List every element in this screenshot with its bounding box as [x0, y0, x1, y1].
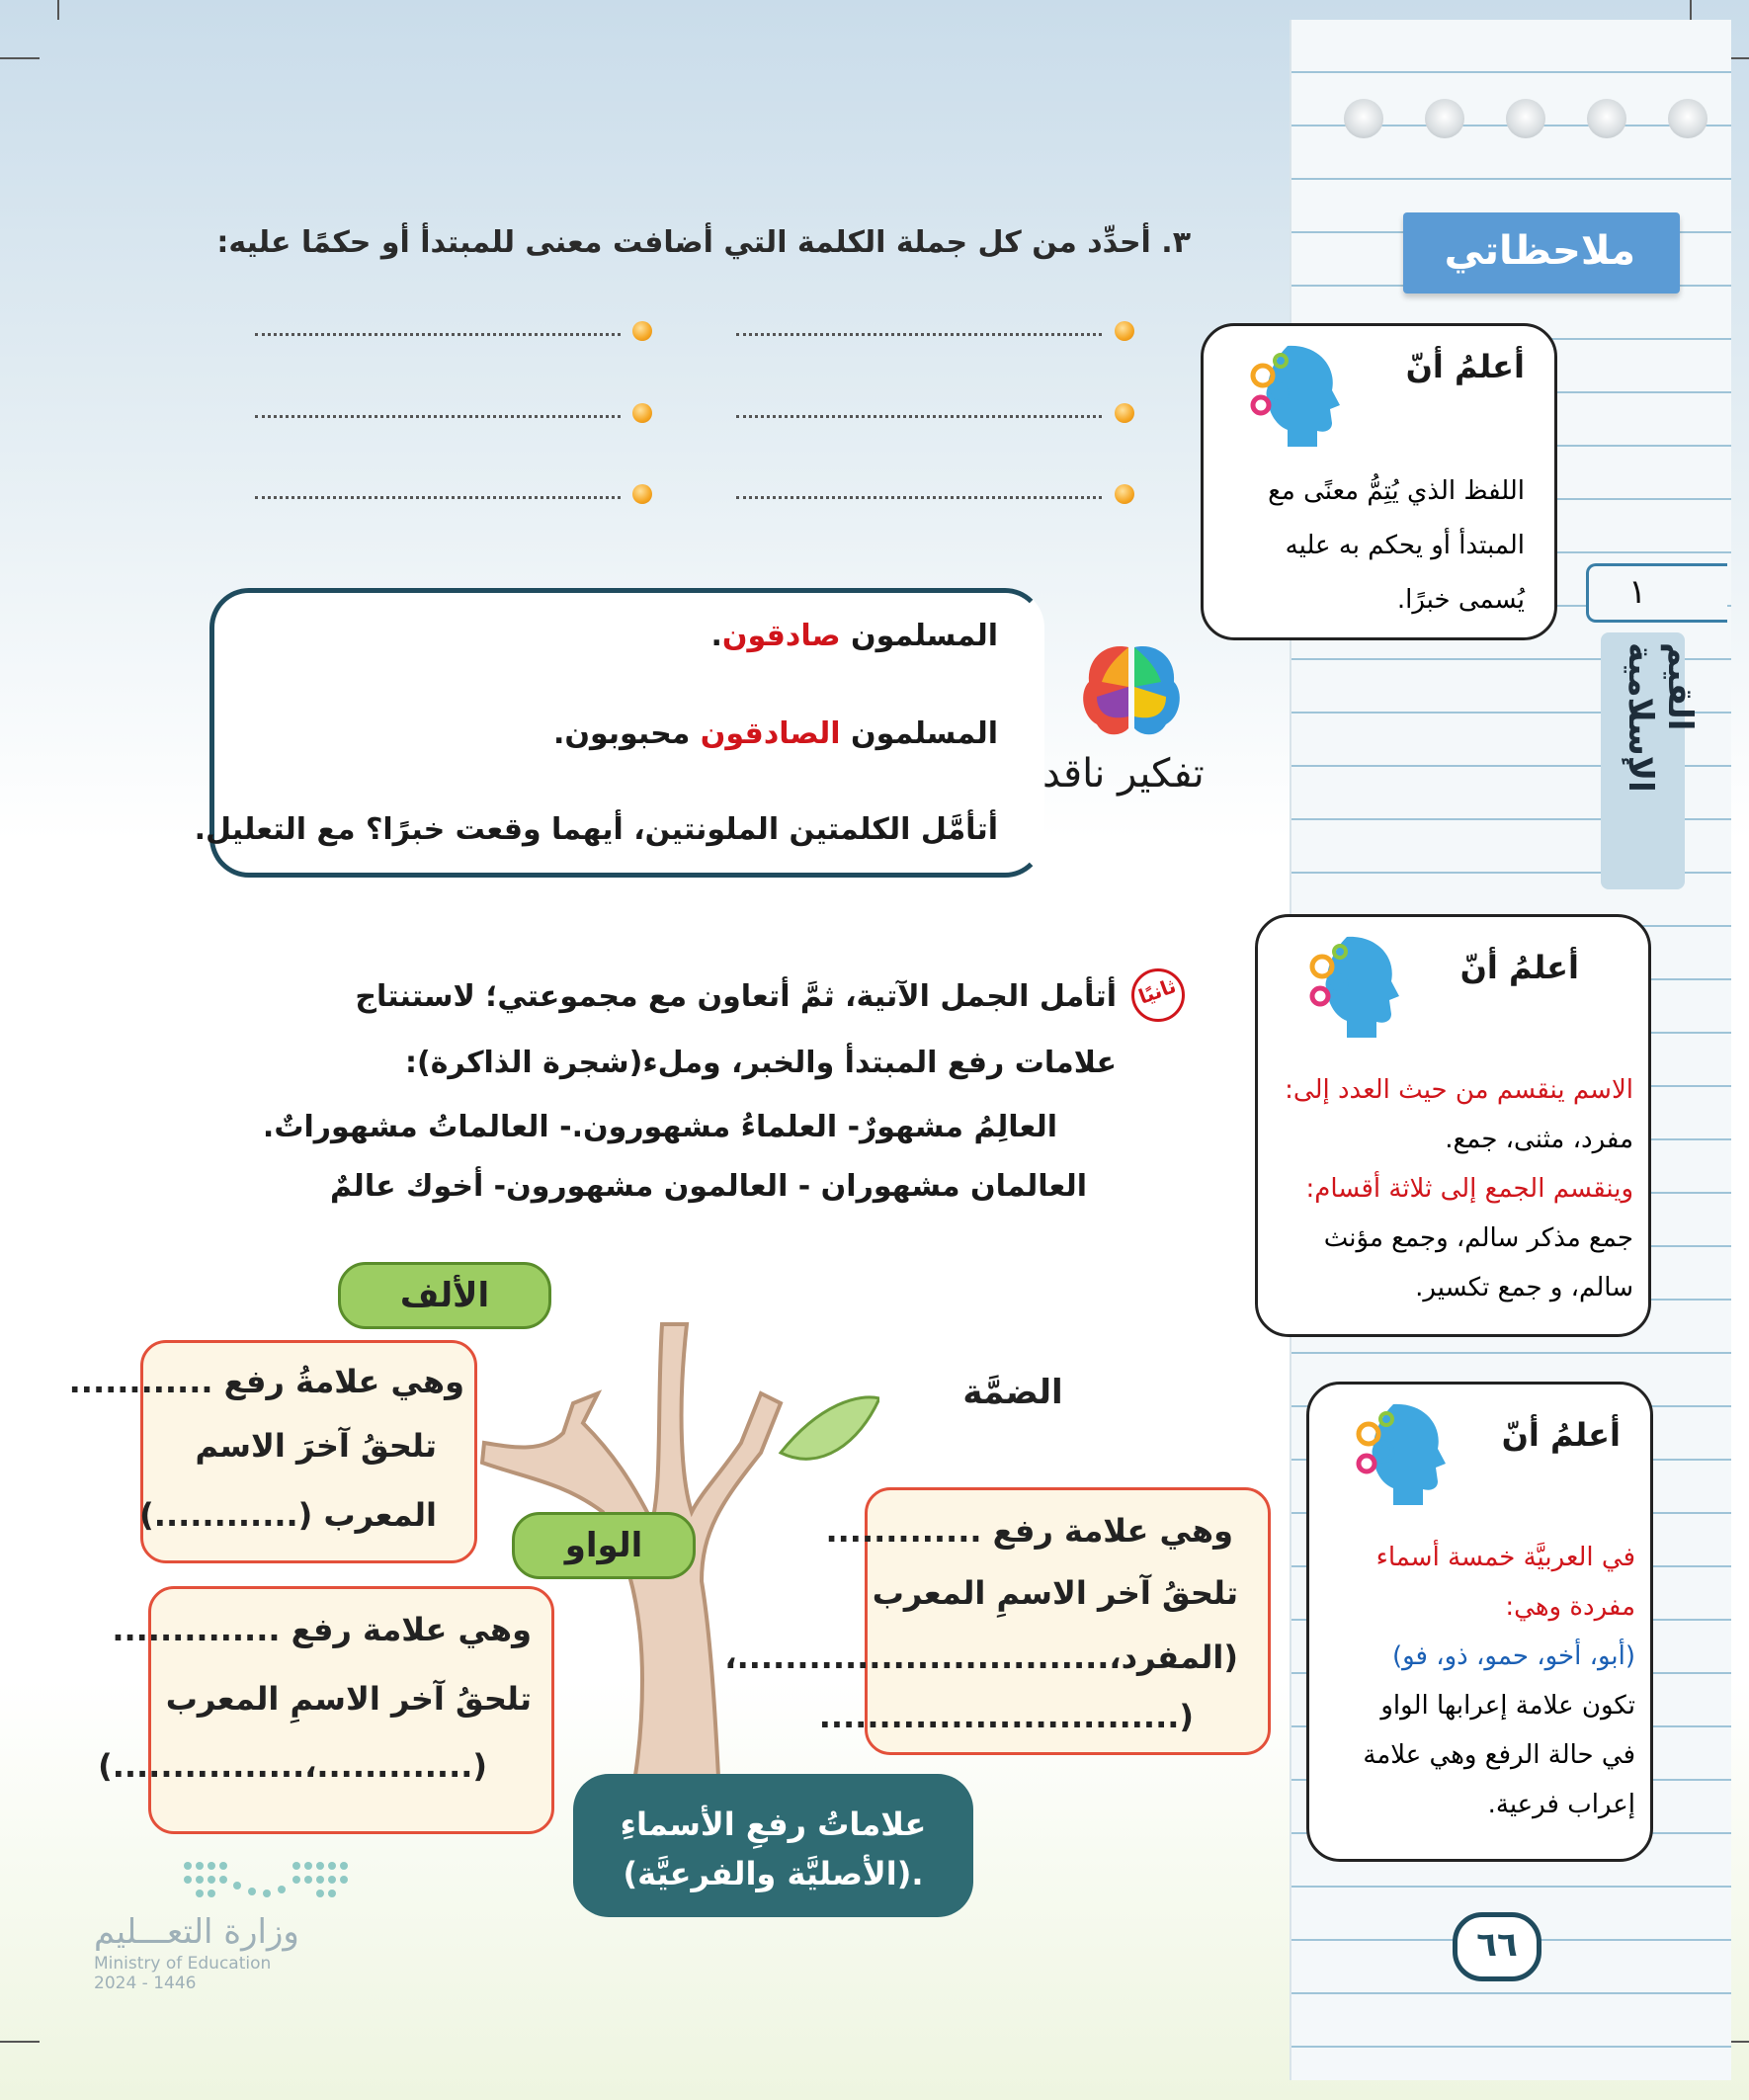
- know-text: [1319, 1533, 1635, 1829]
- page-number: ٦٦: [1476, 1925, 1518, 1965]
- binder-ring: [1506, 99, 1545, 138]
- fill-line: (المفرد،...............................،: [724, 1638, 1238, 1676]
- know-line: جمع مذكر سالم، وجمع مؤنث: [1323, 1223, 1633, 1253]
- fill-line: المعرب (............): [139, 1496, 437, 1534]
- alif-label: الألف: [338, 1262, 551, 1329]
- lesson-number-tab: [1586, 563, 1727, 623]
- unit-title: القيم الإسلامية: [1621, 642, 1700, 793]
- know-line: سالم، و جمع تكسير.: [1415, 1273, 1633, 1302]
- know-title: أعلمُ أنّ: [1501, 1416, 1621, 1454]
- unit-tab: [1601, 632, 1700, 889]
- answer-blank[interactable]: [736, 496, 1102, 499]
- think-sentence-2: [553, 716, 998, 751]
- know-box-3: [1306, 1382, 1653, 1862]
- colored-word: صادقون: [721, 619, 841, 653]
- critical-thinking-label: تفكير ناقد: [1042, 751, 1205, 797]
- know-line: وينقسم الجمع إلى ثلاثة أقسام:: [1305, 1174, 1633, 1204]
- bullet-icon: [1115, 403, 1134, 423]
- ministry-arabic: وزارة التعـــليم: [94, 1912, 299, 1952]
- know-line: في حالة الرفع وهي علامة: [1363, 1740, 1635, 1770]
- answer-blank[interactable]: [255, 333, 621, 336]
- waw-fill-box: [98, 1586, 554, 1834]
- think-sentence-1: [710, 619, 998, 653]
- example-sentences-1: العالِمُ مشهورٌ- العلماءُ مشهورون.- العالماتُ مشهوراتٌ.: [262, 1110, 1057, 1144]
- know-line: الاسم ينقسم من حيث العدد إلى:: [1285, 1075, 1633, 1105]
- brain-icon: [1077, 637, 1186, 746]
- know-line: في العربيَّة خمسة أسماء: [1375, 1543, 1635, 1572]
- fill-line: تلحقُ آخرَ الاسم: [195, 1427, 437, 1465]
- damma-fill-box: [724, 1487, 1271, 1755]
- alif-fill-box: [68, 1340, 477, 1563]
- know-box-1: [1201, 323, 1557, 640]
- head-gears-icon: [1339, 1394, 1458, 1513]
- crop-mark: [1690, 0, 1692, 20]
- fill-line: وهي علامة رفع .............: [825, 1512, 1233, 1550]
- know-line: (أبو، أخو، حمو، ذو، فو): [1391, 1641, 1635, 1671]
- know-title: أعلمُ أنّ: [1405, 348, 1525, 385]
- crop-mark: [0, 2041, 40, 2043]
- binder-ring: [1587, 99, 1626, 138]
- know-line: تكون علامة إعرابها الواو: [1380, 1691, 1635, 1721]
- binder-ring: [1668, 99, 1707, 138]
- bullet-icon: [632, 484, 652, 504]
- know-line: يُسمى خبرًا.: [1396, 585, 1525, 615]
- bullet-icon: [1115, 321, 1134, 341]
- sentence-text: المسلمون: [840, 716, 998, 751]
- crop-mark: [57, 0, 59, 20]
- fill-line: (.............،................): [98, 1747, 487, 1785]
- section2-instruction: أتأمل الجمل الآتية، ثمَّ أتعاون مع مجموعتي؛ لاستنتاج علامات رفع المبتدأ والخبر، وملء(شجرة الذاكرة):: [355, 979, 1117, 1080]
- fill-line: وهي علامة رفع ..............: [112, 1611, 532, 1648]
- know-text: [1228, 464, 1525, 628]
- think-question: أتأمَّل الكلمتين الملونتين، أيهما وقعت خبرًا؟ مع التعليل.: [194, 812, 998, 847]
- fill-line: تلحقُ آخر الاسمِ المعرب: [872, 1574, 1238, 1612]
- question-3: ٣. أحدِّد من كل جملة الكلمة التي أضافت معنى للمبتدأ أو حكمًا عليه:: [216, 225, 1191, 260]
- page-number-badge: [1453, 1912, 1541, 1981]
- fill-line: (..............................: [818, 1698, 1194, 1735]
- lesson-number: ١: [1628, 572, 1647, 612]
- fill-line: تلحقُ آخر الاسمِ المعرب: [165, 1680, 532, 1718]
- answer-blank[interactable]: [255, 415, 621, 418]
- ministry-english: Ministry of Education: [94, 1954, 272, 1974]
- damma-label: الضمَّة: [962, 1373, 1063, 1412]
- sentence-text: المسلمون: [840, 619, 998, 653]
- sentence-text: .: [710, 619, 722, 653]
- root-subtitle: (الأصليَّة والفرعيَّة).: [623, 1855, 924, 1892]
- section-badge: [1131, 968, 1185, 1022]
- notes-tab: [1403, 212, 1680, 294]
- know-line: المبتدأ أو يحكم به عليه: [1285, 531, 1525, 560]
- notes-title: ملاحظاتي: [1444, 228, 1635, 274]
- ministry-year: 2024 - 1446: [94, 1974, 197, 1993]
- answer-blank[interactable]: [255, 496, 621, 499]
- know-line: إعراب فرعية.: [1487, 1790, 1635, 1819]
- know-line: مفردة وهي:: [1505, 1592, 1635, 1622]
- ministry-logo-icon: [178, 1856, 356, 1905]
- sentence-text: محبوبون.: [552, 716, 701, 751]
- bullet-icon: [1115, 484, 1134, 504]
- know-title: أعلمُ أنّ: [1459, 949, 1579, 986]
- head-gears-icon: [1233, 336, 1352, 455]
- root-title: علاماتُ رفعِ الأسماءِ: [620, 1806, 927, 1843]
- crop-mark: [0, 57, 40, 59]
- binder-ring: [1425, 99, 1464, 138]
- bullet-icon: [632, 321, 652, 341]
- head-gears-icon: [1292, 927, 1411, 1046]
- answer-blank[interactable]: [736, 415, 1102, 418]
- know-box-2: [1255, 914, 1651, 1337]
- colored-word: الصادقون: [700, 716, 841, 751]
- bullet-icon: [632, 403, 652, 423]
- know-text: [1268, 1065, 1633, 1312]
- waw-label: الواو: [512, 1512, 696, 1579]
- fill-line: وهي علامةُ رفع ............: [68, 1363, 464, 1400]
- badge-text: ثانيًا: [1135, 973, 1180, 1009]
- know-line: مفرد، مثنى، جمع.: [1445, 1125, 1633, 1154]
- ministry-branding: [94, 1912, 299, 1993]
- binder-ring: [1344, 99, 1383, 138]
- know-line: اللفظ الذي يُتِمُّ معنًى مع: [1268, 476, 1525, 506]
- root-box: [573, 1774, 973, 1917]
- answer-blank[interactable]: [736, 333, 1102, 336]
- example-sentences-2: العالمان مشهوران - العالمون مشهورون- أخوك عالمٌ: [330, 1169, 1087, 1204]
